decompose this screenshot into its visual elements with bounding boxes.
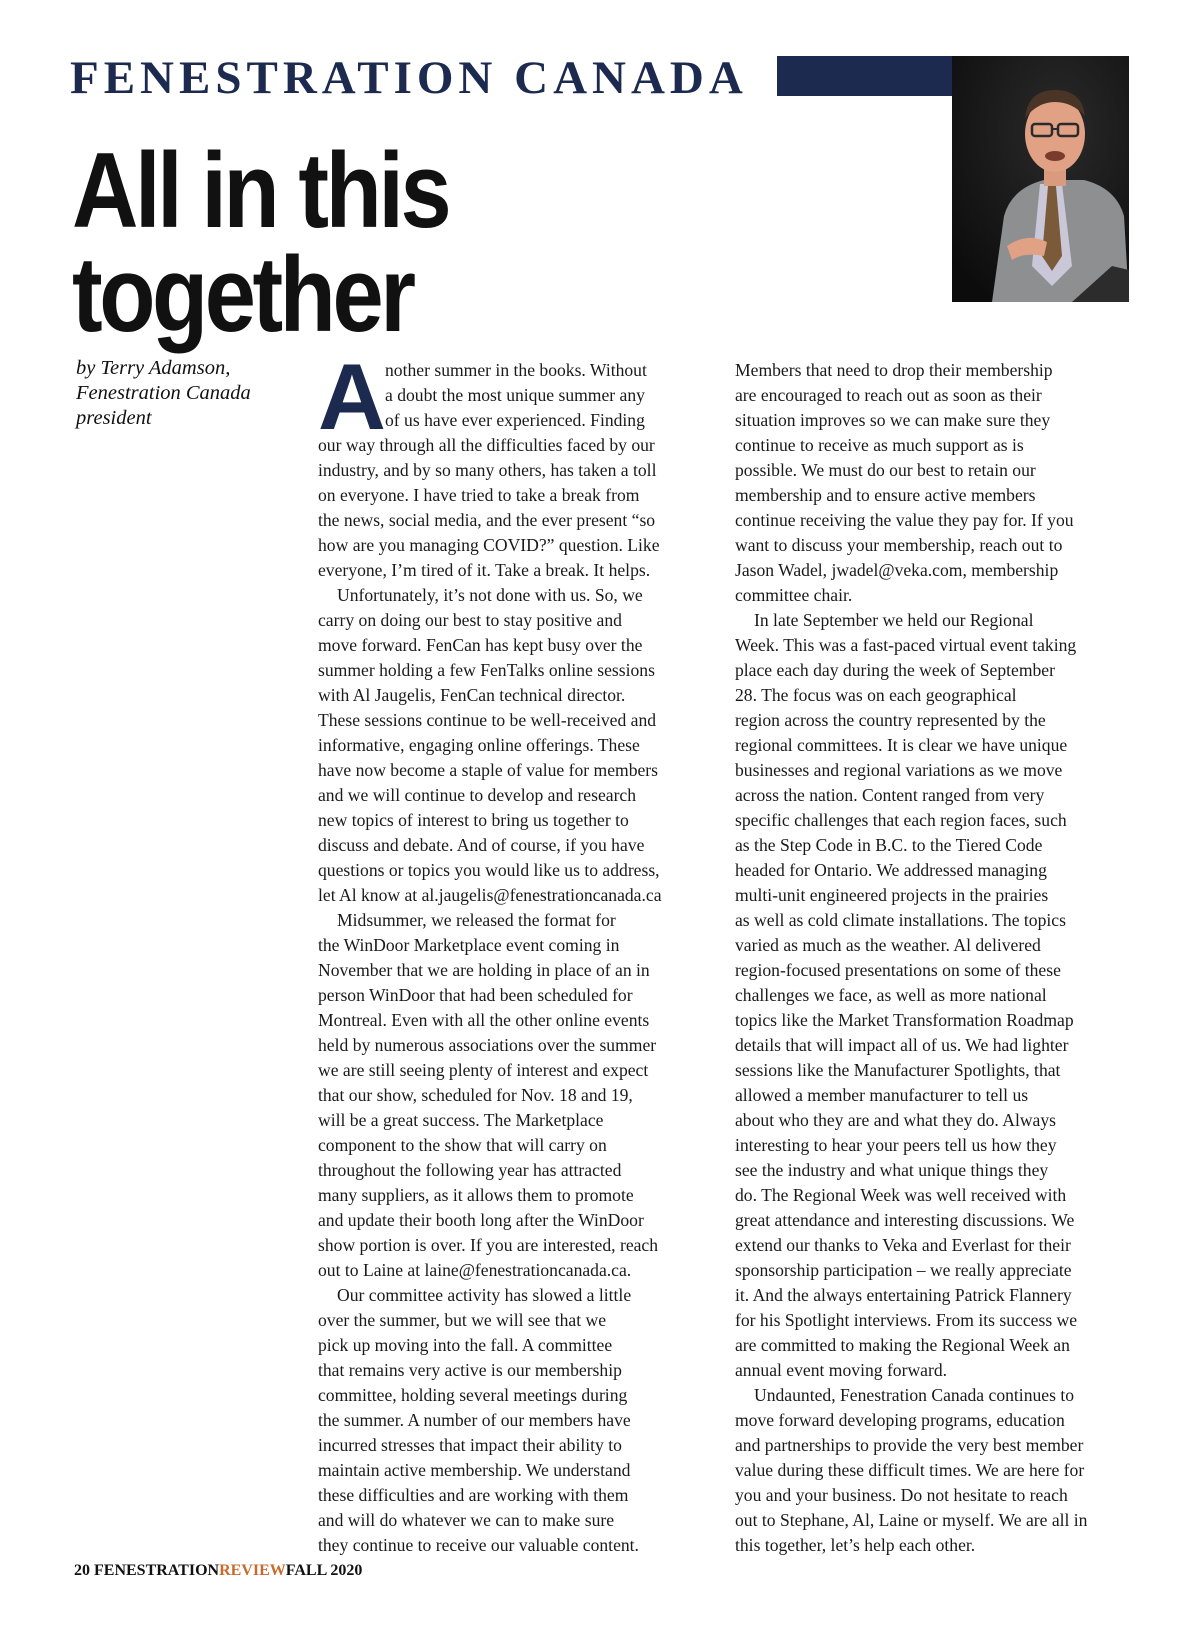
text-line: as the Step Code in B.C. to the Tiered Code xyxy=(735,835,1043,855)
text-line: businesses and regional variations as we move xyxy=(735,760,1063,780)
text-line: situation improves so we can make sure they xyxy=(735,410,1051,430)
text-line: will be a great success. The Marketplace xyxy=(318,1110,604,1130)
text-line: These sessions continue to be well-received and xyxy=(318,710,657,730)
text-line: for his Spotlight interviews. From its success we xyxy=(735,1310,1078,1330)
magazine-name-part-1: FENESTRATION xyxy=(94,1562,220,1579)
text-line: regional committees. It is clear we have unique xyxy=(735,735,1068,755)
text-line: details that will impact all of us. We had lighter xyxy=(735,1035,1069,1055)
text-line: of us have ever experienced. Finding xyxy=(385,410,645,430)
text-line: discuss and debate. And of course, if you have xyxy=(318,835,645,855)
text-line: out to Laine at laine@fenestrationcanada.ca. xyxy=(318,1260,632,1280)
text-line: incurred stresses that impact their ability to xyxy=(318,1435,622,1455)
text-line: a doubt the most unique summer any xyxy=(385,385,645,405)
text-line: committee, holding several meetings during xyxy=(318,1385,628,1405)
headline xyxy=(72,130,449,354)
text-line: November that we are holding in place of an in xyxy=(318,960,650,980)
author-photo-illustration xyxy=(952,56,1129,302)
text-line: these difficulties and are working with them xyxy=(318,1485,629,1505)
page-footer xyxy=(74,1562,362,1580)
text-line: Members that need to drop their membership xyxy=(735,360,1053,380)
byline-line-2: Fenestration Canada xyxy=(76,382,251,404)
text-line: across the nation. Content ranged from very xyxy=(735,785,1045,805)
text-line: how are you managing COVID?” question. Like xyxy=(318,535,660,555)
text-line: you and your business. Do not hesitate to reach xyxy=(735,1485,1068,1505)
text-line: interesting to hear your peers tell us how they xyxy=(735,1135,1057,1155)
text-line: have now become a staple of value for members xyxy=(318,760,659,780)
text-line: our way through all the difficulties faced by our xyxy=(318,435,655,455)
text-line: carry on doing our best to stay positive and xyxy=(318,610,622,630)
text-line: are encouraged to reach out as soon as their xyxy=(735,385,1042,405)
text-line: informative, engaging online offerings. These xyxy=(318,735,640,755)
magazine-name-part-2: REVIEW xyxy=(219,1562,286,1579)
text-line: on everyone. I have tried to take a break from xyxy=(318,485,640,505)
text-line: varied as much as the weather. Al delivered xyxy=(735,935,1041,955)
author-photo xyxy=(952,56,1129,302)
text-line: membership and to ensure active members xyxy=(735,485,1036,505)
text-line: the WinDoor Marketplace event coming in xyxy=(318,935,620,955)
text-line: questions or topics you would like us to address, xyxy=(318,860,660,880)
text-line: we are still seeing plenty of interest and expect xyxy=(318,1060,649,1080)
headline-line-2: together xyxy=(72,234,413,354)
text-line: region across the country represented by the xyxy=(735,710,1046,730)
byline xyxy=(76,356,296,431)
text-line: do. The Regional Week was well received with xyxy=(735,1185,1067,1205)
title-accent-bar xyxy=(777,56,953,96)
drop-cap: A xyxy=(318,344,386,449)
text-line: Jason Wadel, jwadel@veka.com, membership xyxy=(735,560,1059,580)
text-line: Midsummer, we released the format for xyxy=(337,910,616,930)
article-column-1 xyxy=(318,344,718,1558)
text-line: Undaunted, Fenestration Canada continues to xyxy=(754,1385,1075,1405)
text-line: show portion is over. If you are interested, reach xyxy=(318,1235,659,1255)
text-line: place each day during the week of September xyxy=(735,660,1055,680)
text-line: value during these difficult times. We are here for xyxy=(735,1460,1085,1480)
text-line: great attendance and interesting discussions. We xyxy=(735,1210,1075,1230)
column-2-text xyxy=(735,358,1135,1558)
text-line: this together, let’s help each other. xyxy=(735,1535,976,1555)
text-line: throughout the following year has attracted xyxy=(318,1160,622,1180)
text-line: that remains very active is our membership xyxy=(318,1360,622,1380)
text-line: continue to receive as much support as is xyxy=(735,435,1024,455)
text-line: pick up moving into the fall. A committee xyxy=(318,1335,613,1355)
text-line: challenges we face, as well as more national xyxy=(735,985,1047,1005)
text-line: continue receiving the value they pay for. If you xyxy=(735,510,1074,530)
text-line: many suppliers, as it allows them to promote xyxy=(318,1185,634,1205)
text-line: out to Stephane, Al, Laine or myself. We are all in xyxy=(735,1510,1088,1530)
section-title: FENESTRATION CANADA xyxy=(70,52,748,104)
article-column-2 xyxy=(735,358,1135,1558)
text-line: and we will continue to develop and research xyxy=(318,785,637,805)
text-line: want to discuss your membership, reach out to xyxy=(735,535,1063,555)
page-number: 20 xyxy=(74,1562,90,1579)
text-line: person WinDoor that had been scheduled for xyxy=(318,985,633,1005)
text-line: specific challenges that each region faces, such xyxy=(735,810,1067,830)
issue-date: FALL 2020 xyxy=(285,1562,363,1579)
headline-line-1: All in this xyxy=(72,130,449,250)
text-line: sessions like the Manufacturer Spotlights, that xyxy=(735,1060,1061,1080)
text-line: Montreal. Even with all the other online events xyxy=(318,1010,650,1030)
text-line: move forward developing programs, education xyxy=(735,1410,1065,1430)
text-line: with Al Jaugelis, FenCan technical director. xyxy=(318,685,626,705)
text-line: summer holding a few FenTalks online sessions xyxy=(318,660,655,680)
text-line: about who they are and what they do. Always xyxy=(735,1110,1057,1130)
text-line: Unfortunately, it’s not done with us. So, we xyxy=(337,585,643,605)
text-line: 28. The focus was on each geographical xyxy=(735,685,1017,705)
text-line: allowed a member manufacturer to tell us xyxy=(735,1085,1029,1105)
text-line: the news, social media, and the ever present “so xyxy=(318,510,656,530)
text-line: sponsorship participation – we really appreciate xyxy=(735,1260,1072,1280)
text-line: headed for Ontario. We addressed managing xyxy=(735,860,1047,880)
text-line: component to the show that will carry on xyxy=(318,1135,607,1155)
text-line: as well as cold climate installations. The topics xyxy=(735,910,1066,930)
text-line: over the summer, but we will see that we xyxy=(318,1310,607,1330)
text-line: and will do whatever we can to make sure xyxy=(318,1510,615,1530)
text-line: and update their booth long after the WinDoor xyxy=(318,1210,644,1230)
text-line: are committed to making the Regional Week an xyxy=(735,1335,1070,1355)
text-line: it. And the always entertaining Patrick Flannery xyxy=(735,1285,1072,1305)
text-line: Week. This was a fast-paced virtual event taking xyxy=(735,635,1077,655)
text-line: annual event moving forward. xyxy=(735,1360,948,1380)
text-line: multi-unit engineered projects in the prairies xyxy=(735,885,1049,905)
text-line: committee chair. xyxy=(735,585,853,605)
text-line: new topics of interest to bring us together to xyxy=(318,810,629,830)
text-line: extend our thanks to Veka and Everlast for their xyxy=(735,1235,1071,1255)
text-line: the summer. A number of our members have xyxy=(318,1410,631,1430)
text-line: they continue to receive our valuable content. xyxy=(318,1535,639,1555)
text-line: and partnerships to provide the very best member xyxy=(735,1435,1084,1455)
text-line: Our committee activity has slowed a little xyxy=(337,1285,632,1305)
text-line: possible. We must do our best to retain our xyxy=(735,460,1036,480)
text-line: see the industry and what unique things they xyxy=(735,1160,1049,1180)
byline-line-3: president xyxy=(76,407,152,429)
text-line: everyone, I’m tired of it. Take a break. It helps. xyxy=(318,560,651,580)
column-1-text xyxy=(318,344,718,1558)
text-line: industry, and by so many others, has taken a toll xyxy=(318,460,657,480)
text-line: topics like the Market Transformation Roadmap xyxy=(735,1010,1074,1030)
text-line: that our show, scheduled for Nov. 18 and 19, xyxy=(318,1085,633,1105)
text-line: maintain active membership. We understand xyxy=(318,1460,631,1480)
text-line: let Al know at al.jaugelis@fenestrationcanada.ca xyxy=(318,885,662,905)
byline-line-1: by Terry Adamson, xyxy=(76,357,231,379)
text-line: move forward. FenCan has kept busy over the xyxy=(318,635,643,655)
text-line: region-focused presentations on some of these xyxy=(735,960,1061,980)
text-line: In late September we held our Regional xyxy=(754,610,1034,630)
text-line: held by numerous associations over the summer xyxy=(318,1035,657,1055)
text-line: nother summer in the books. Without xyxy=(385,360,647,380)
